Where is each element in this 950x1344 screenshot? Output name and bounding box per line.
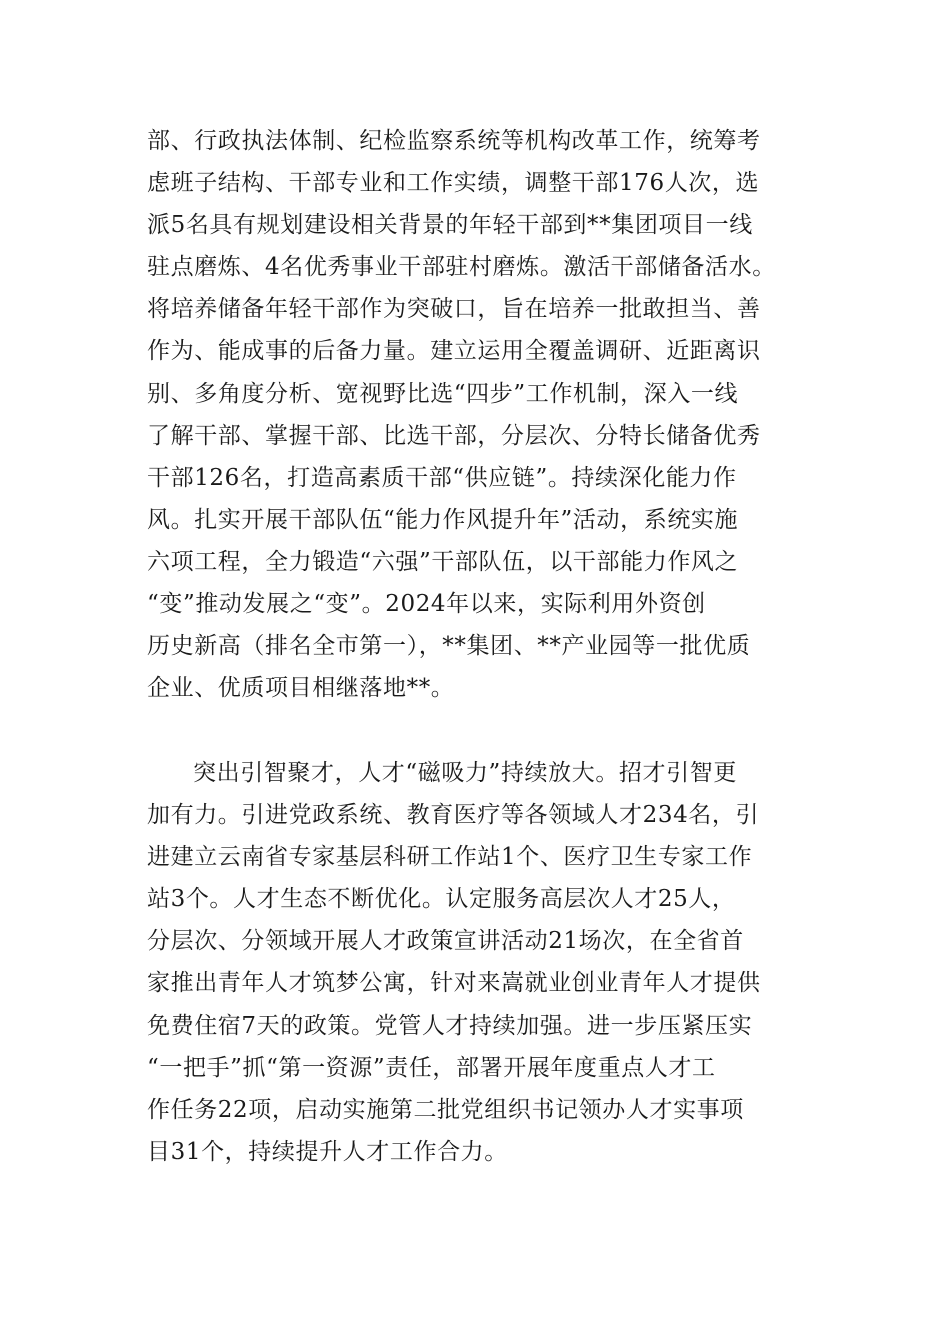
text-line: 分层次、分领域开展人才政策宣讲活动21场次，在全省首 (147, 928, 744, 955)
text-line: 干部126名，打造高素质干部“供应链”。持续深化能力作 (147, 464, 737, 491)
text-line: 风。扎实开展干部队伍“能力作风提升年”活动，系统实施 (147, 506, 739, 533)
text-line: 将培养储备年轻干部作为突破口，旨在培养一批敢担当、善 (147, 296, 761, 323)
paragraph-talent-attraction (147, 752, 813, 1173)
text-line: 部、行政执法体制、纪检监察系统等机构改革工作，统筹考 (147, 128, 761, 154)
text-line: 免费住宿7天的政策。党管人才持续加强。进一步压紧压实 (147, 1012, 753, 1039)
text-line: 作任务22项，启动实施第二批党组织书记领办人才实事项 (147, 1096, 744, 1123)
paragraph-cadre-reform (147, 120, 813, 709)
text-line: 目31个，持续提升人才工作合力。 (147, 1138, 508, 1165)
text-line: 进建立云南省专家基层科研工作站1个、医疗卫生专家工作 (147, 844, 753, 871)
text-line: 六项工程，全力锻造“六强”干部队伍，以干部能力作风之 (147, 548, 739, 575)
text-line: 家推出青年人才筑梦公寓，针对来嵩就业创业青年人才提供 (147, 970, 761, 997)
text-line: 企业、优质项目相继落地**。 (147, 675, 455, 702)
text-line-first: 突出引智聚才，人才“磁吸力”持续放大。招才引智更 (193, 760, 737, 786)
text-line: 作为、能成事的后备力量。建立运用全覆盖调研、近距离识 (147, 338, 761, 365)
text-line: 加有力。引进党政系统、教育医疗等各领域人才234名，引 (147, 802, 760, 829)
text-line: 虑班子结构、干部专业和工作实绩，调整干部176人次，选 (147, 170, 760, 197)
text-line: 别、多角度分析、宽视野比选“四步”工作机制，深入一线 (147, 380, 739, 407)
text-line: 派5名具有规划建设相关背景的年轻干部到**集团项目一线 (147, 212, 753, 239)
text-line: 历史新高（排名全市第一），**集团、**产业园等一批优质 (147, 633, 751, 660)
text-line: “一把手”抓“第一资源”责任，部署开展年度重点人才工 (147, 1054, 716, 1081)
text-line: 站3个。人才生态不断优化。认定服务高层次人才25人， (147, 886, 736, 913)
text-line: 了解干部、掌握干部、比选干部，分层次、分特长储备优秀 (147, 422, 761, 449)
text-line: “变”推动发展之“变”。2024年以来，实际利用外资创 (147, 591, 706, 618)
text-line: 驻点磨炼、4名优秀事业干部驻村磨炼。激活干部储备活水。 (147, 254, 776, 281)
